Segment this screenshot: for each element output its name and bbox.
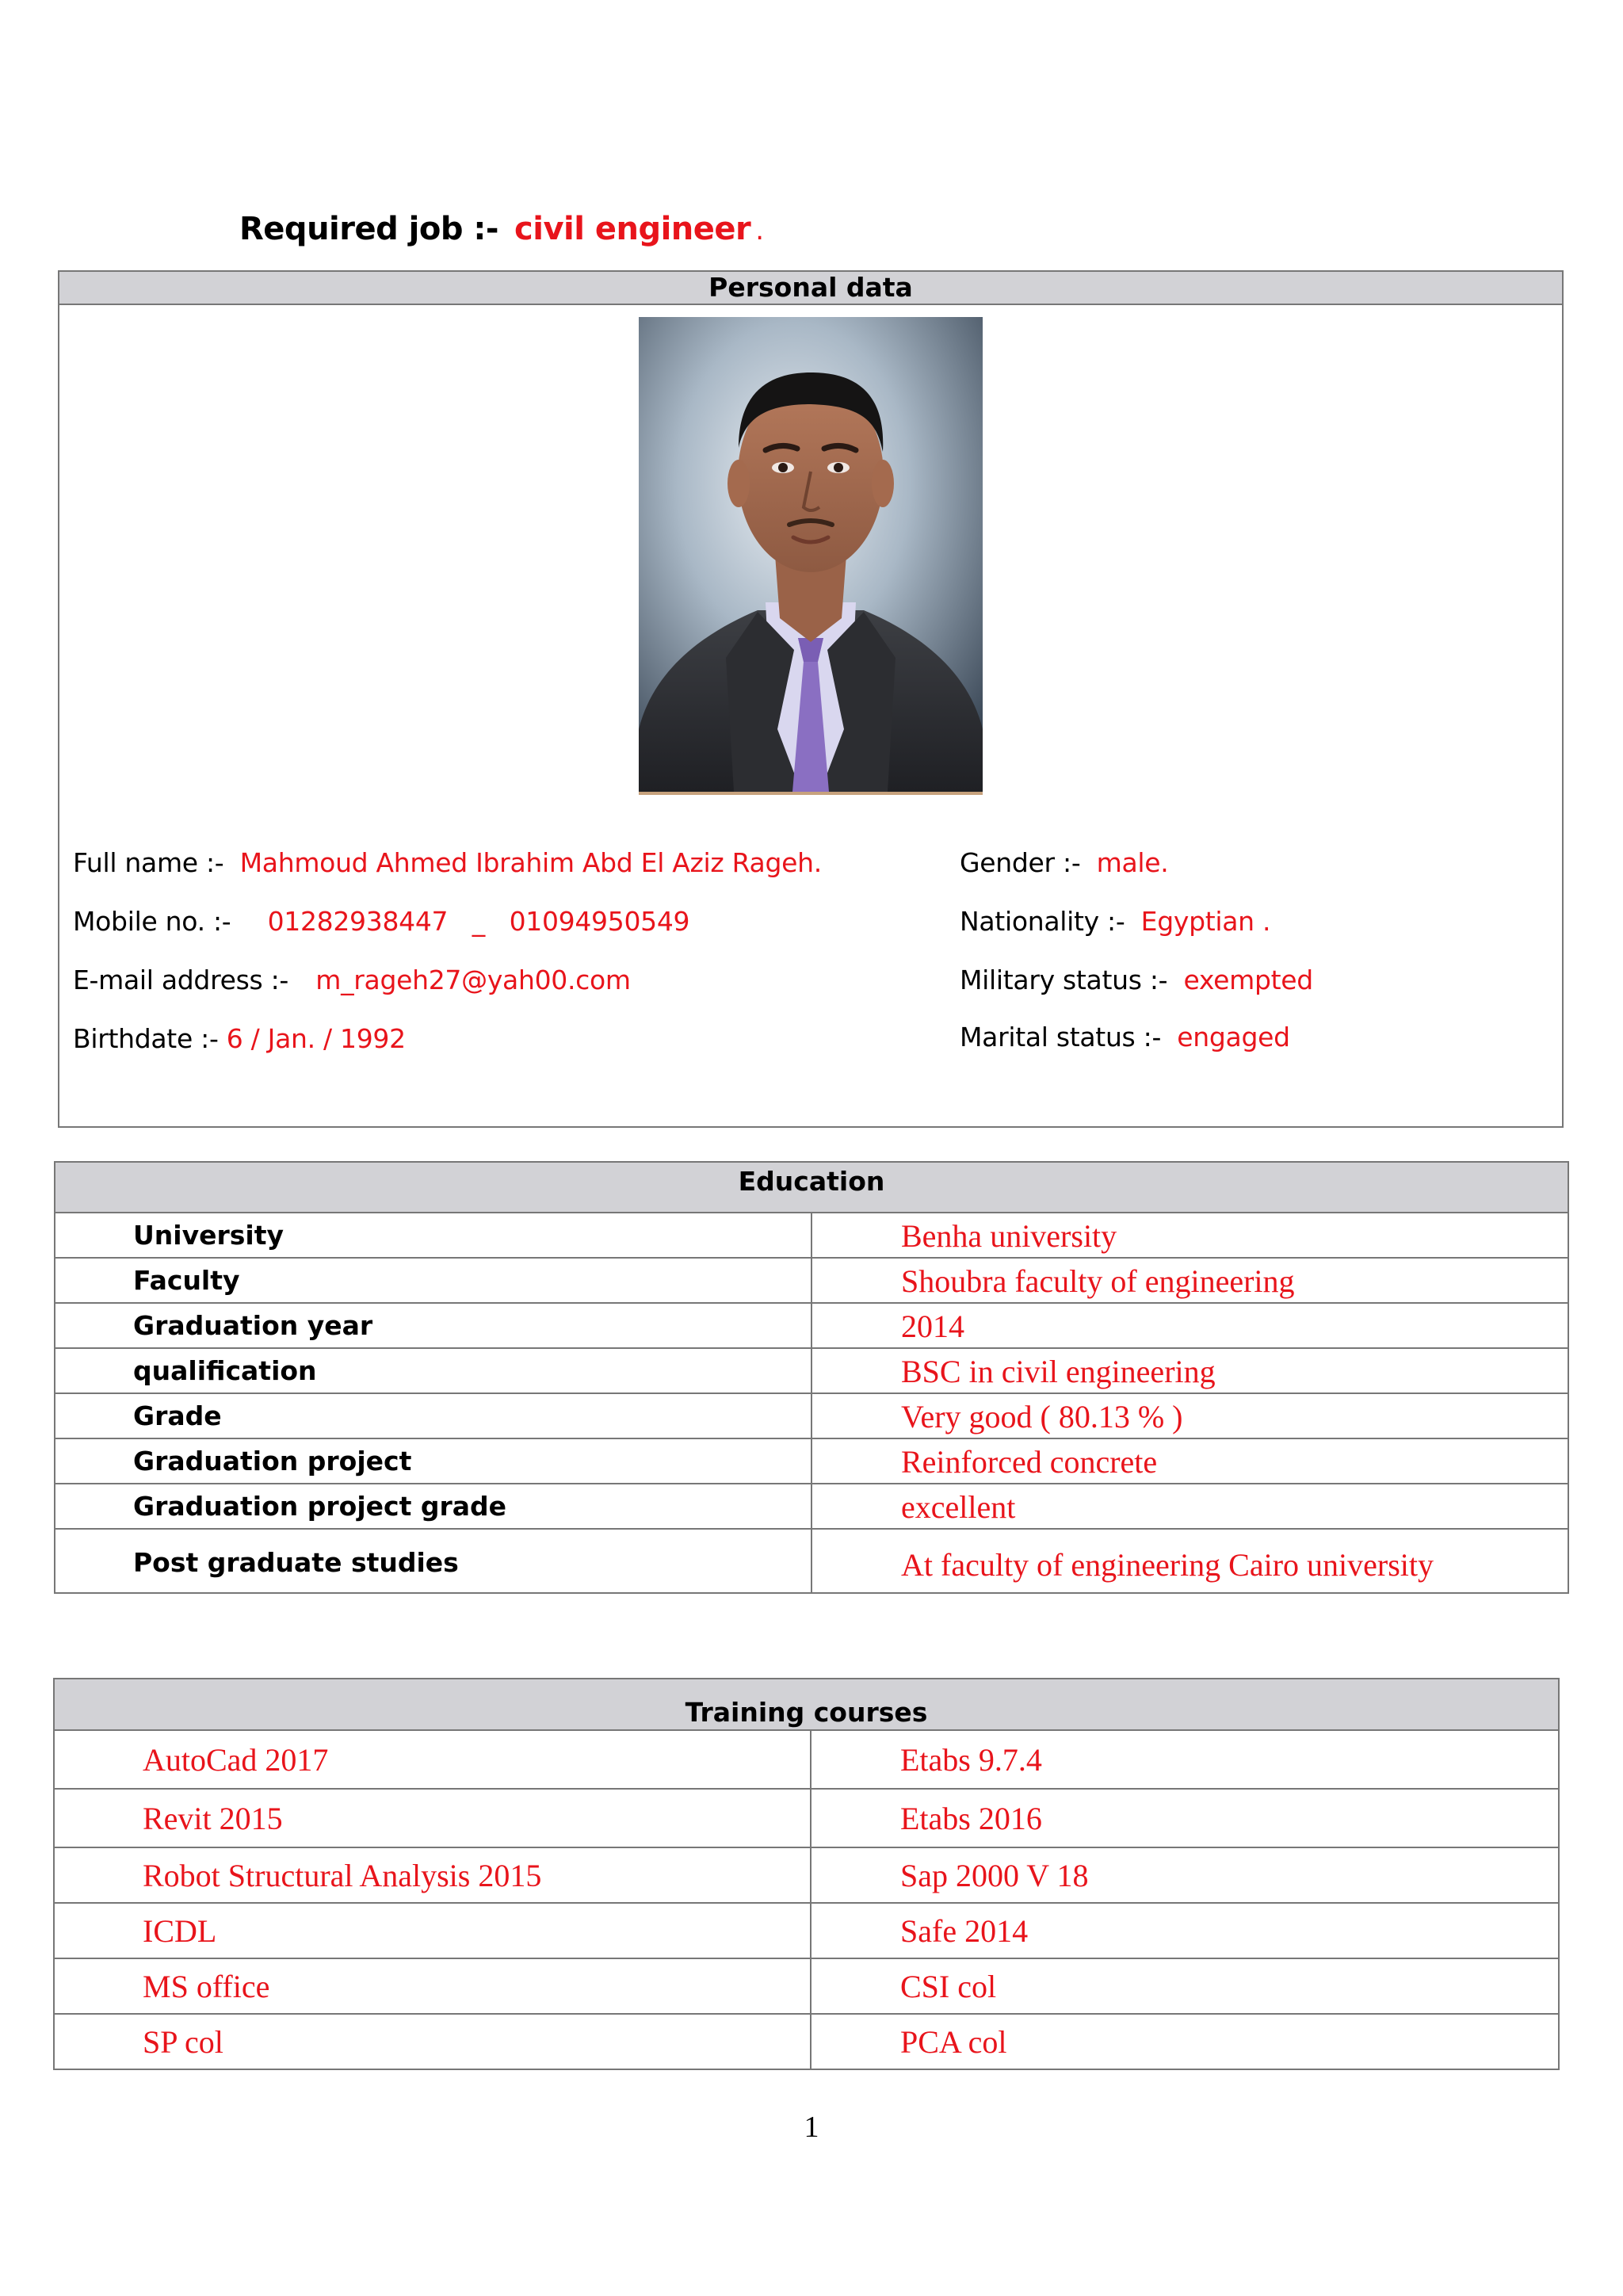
military-field <box>960 965 1313 995</box>
education-key: University <box>55 1213 812 1258</box>
military-label: Military status :- <box>960 965 1168 995</box>
table-row <box>55 1393 1568 1438</box>
table-row <box>55 1529 1568 1593</box>
education-key: Grade <box>55 1393 812 1438</box>
mobile-label: Mobile no. :- <box>73 906 231 937</box>
education-value: Benha university <box>812 1213 1568 1258</box>
full-name-value: Mahmoud Ahmed Ibrahim Abd El Aziz Rageh. <box>239 847 822 878</box>
table-row <box>54 1903 1559 1958</box>
education-value: BSC in civil engineering <box>812 1348 1568 1393</box>
education-value: 2014 <box>812 1303 1568 1348</box>
course-cell: AutoCad 2017 <box>54 1730 811 1789</box>
education-key: Graduation year <box>55 1303 812 1348</box>
full-name-field <box>73 847 822 878</box>
table-row <box>55 1348 1568 1393</box>
table-row <box>55 1438 1568 1484</box>
full-name-label: Full name :- <box>73 847 224 878</box>
education-key: Faculty <box>55 1258 812 1303</box>
table-row <box>54 1789 1559 1847</box>
required-job-value: civil engineer <box>514 211 751 247</box>
course-cell: Safe 2014 <box>811 1903 1559 1958</box>
education-key: qualification <box>55 1348 812 1393</box>
nationality-value: Egyptian . <box>1140 906 1271 937</box>
table-row <box>54 1730 1559 1789</box>
course-cell: PCA col <box>811 2014 1559 2069</box>
required-job-suffix: . <box>755 215 764 246</box>
training-header: Training courses <box>54 1679 1559 1730</box>
profile-photo <box>639 317 983 792</box>
military-value: exempted <box>1183 965 1313 995</box>
gender-label: Gender :- <box>960 847 1081 878</box>
course-cell: MS office <box>54 1958 811 2014</box>
training-table <box>53 1678 1560 2070</box>
email-label: E-mail address :- <box>73 965 289 995</box>
education-value: Reinforced concrete <box>812 1438 1568 1484</box>
education-value: excellent <box>812 1484 1568 1529</box>
course-cell: Sap 2000 V 18 <box>811 1847 1559 1903</box>
course-cell: ICDL <box>54 1903 811 1958</box>
mobile-value: 01282938447 _ 01094950549 <box>267 906 690 937</box>
education-key: Graduation project grade <box>55 1484 812 1529</box>
table-row <box>54 1847 1559 1903</box>
table-row <box>54 2014 1559 2069</box>
course-cell: SP col <box>54 2014 811 2069</box>
table-row <box>54 1958 1559 2014</box>
email-field <box>73 965 631 995</box>
gender-field <box>960 847 1168 878</box>
course-cell: Etabs 2016 <box>811 1789 1559 1847</box>
education-header: Education <box>55 1162 1568 1213</box>
page-number: 1 <box>804 2111 819 2144</box>
marital-value: engaged <box>1177 1022 1290 1052</box>
marital-field <box>960 1022 1290 1052</box>
education-value: At faculty of engineering Cairo university <box>812 1529 1568 1593</box>
required-job-label: Required job :- <box>239 211 499 247</box>
nationality-field <box>960 906 1270 937</box>
nationality-label: Nationality :- <box>960 906 1125 937</box>
education-key: Graduation project <box>55 1438 812 1484</box>
course-cell: CSI col <box>811 1958 1559 2014</box>
birthdate-field <box>73 1023 406 1054</box>
personal-data-header: Personal data <box>59 272 1562 305</box>
photo-underline <box>639 792 983 795</box>
table-row <box>55 1258 1568 1303</box>
table-row <box>55 1484 1568 1529</box>
marital-label: Marital status :- <box>960 1022 1162 1052</box>
education-table <box>54 1161 1569 1594</box>
birthdate-label: Birthdate :- <box>73 1023 219 1054</box>
course-cell: Revit 2015 <box>54 1789 811 1847</box>
gender-value: male. <box>1096 847 1169 878</box>
birthdate-value: 6 / Jan. / 1992 <box>226 1023 406 1054</box>
required-job-line <box>239 211 764 247</box>
course-cell: Etabs 9.7.4 <box>811 1730 1559 1789</box>
mobile-field <box>73 906 689 937</box>
email-value: m_rageh27@yah00.com <box>315 965 631 995</box>
education-key: Post graduate studies <box>55 1529 812 1593</box>
table-row <box>55 1303 1568 1348</box>
course-cell: Robot Structural Analysis 2015 <box>54 1847 811 1903</box>
education-value: Shoubra faculty of engineering <box>812 1258 1568 1303</box>
table-row <box>55 1213 1568 1258</box>
education-value: Very good ( 80.13 % ) <box>812 1393 1568 1438</box>
